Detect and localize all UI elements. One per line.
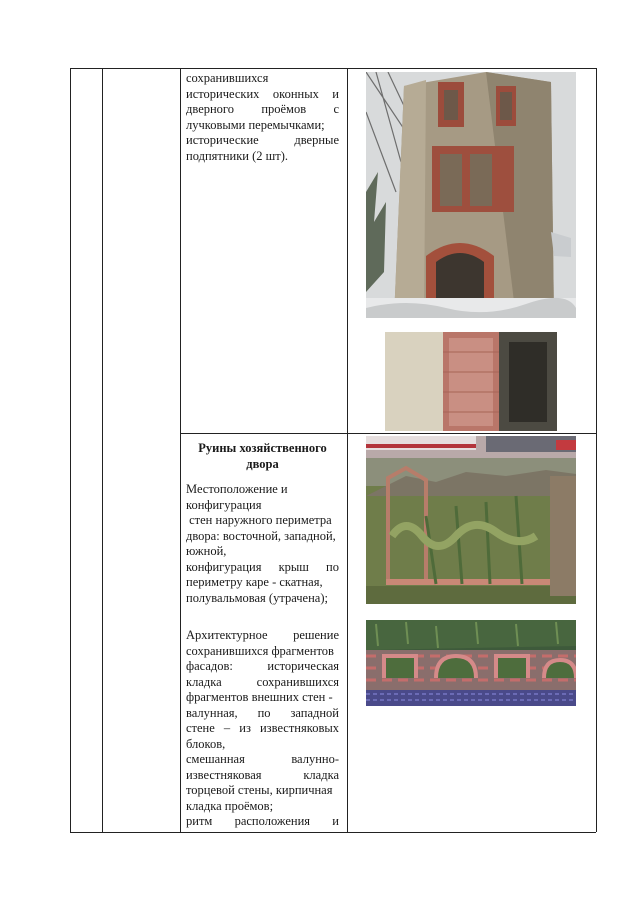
heading-line: двора — [246, 457, 279, 471]
courtyard-ruins-photo — [366, 436, 576, 604]
doorway-photo — [385, 332, 557, 431]
table-border-left — [70, 68, 71, 832]
text-line: торцевой стены, кирпичная — [186, 783, 333, 797]
section2-rhythm-text — [186, 814, 339, 830]
text-line: двора: восточной, западной, — [186, 528, 336, 543]
section1-description — [186, 71, 339, 164]
text-line: исторических оконных и — [186, 86, 339, 101]
text-line: валунная, по западной — [186, 705, 339, 720]
text-line: кладка сохранившихся — [186, 674, 339, 689]
text-line: Местоположение и — [186, 482, 288, 496]
text-line: смешанная валунно- — [186, 752, 339, 766]
text-line: полувальмовая (утрачена); — [186, 590, 328, 605]
text-line: кладка проёмов; — [186, 798, 274, 813]
table-border-right — [596, 68, 597, 832]
section2-heading — [186, 440, 339, 472]
text-line: Архитектурное решение — [186, 628, 339, 642]
text-line: ритм расположения и — [186, 814, 339, 828]
text-line: стене – из известняковых — [186, 721, 339, 735]
text-line: стен наружного периметра — [186, 513, 332, 527]
table-border-bottom — [70, 832, 596, 833]
text-line: конфигурация — [186, 497, 262, 512]
text-line: сохранившихся фрагментов — [186, 643, 334, 658]
text-line: подпятники (2 шт). — [186, 148, 289, 163]
text-line: лучковыми перемычками; — [186, 117, 325, 132]
text-line: фасадов: историческая — [186, 659, 339, 673]
text-line: блоков, — [186, 736, 226, 751]
text-line: известняковая кладка — [186, 767, 339, 782]
text-line: исторические дверные — [186, 133, 339, 147]
text-line: периметру каре - скатная, — [186, 575, 323, 589]
table-row-divider — [180, 433, 596, 434]
text-line: сохранившихся — [186, 71, 269, 85]
wall-openings-photo — [366, 620, 576, 706]
text-line: дверного проёмов с — [186, 102, 339, 116]
text-line: фрагментов внешних стен - — [186, 690, 333, 704]
table-col-divider-1 — [102, 68, 103, 832]
text-line: южной, — [186, 544, 227, 558]
table-border-top — [70, 68, 596, 69]
section2-architecture-text — [186, 628, 339, 814]
heading-line: Руины хозяйственного — [198, 441, 327, 455]
tower-photo — [366, 72, 576, 318]
section2-location-text — [186, 482, 339, 606]
table-col-divider-3 — [347, 68, 348, 832]
table-col-divider-2 — [180, 68, 181, 832]
text-line: конфигурация крыш по — [186, 559, 339, 574]
